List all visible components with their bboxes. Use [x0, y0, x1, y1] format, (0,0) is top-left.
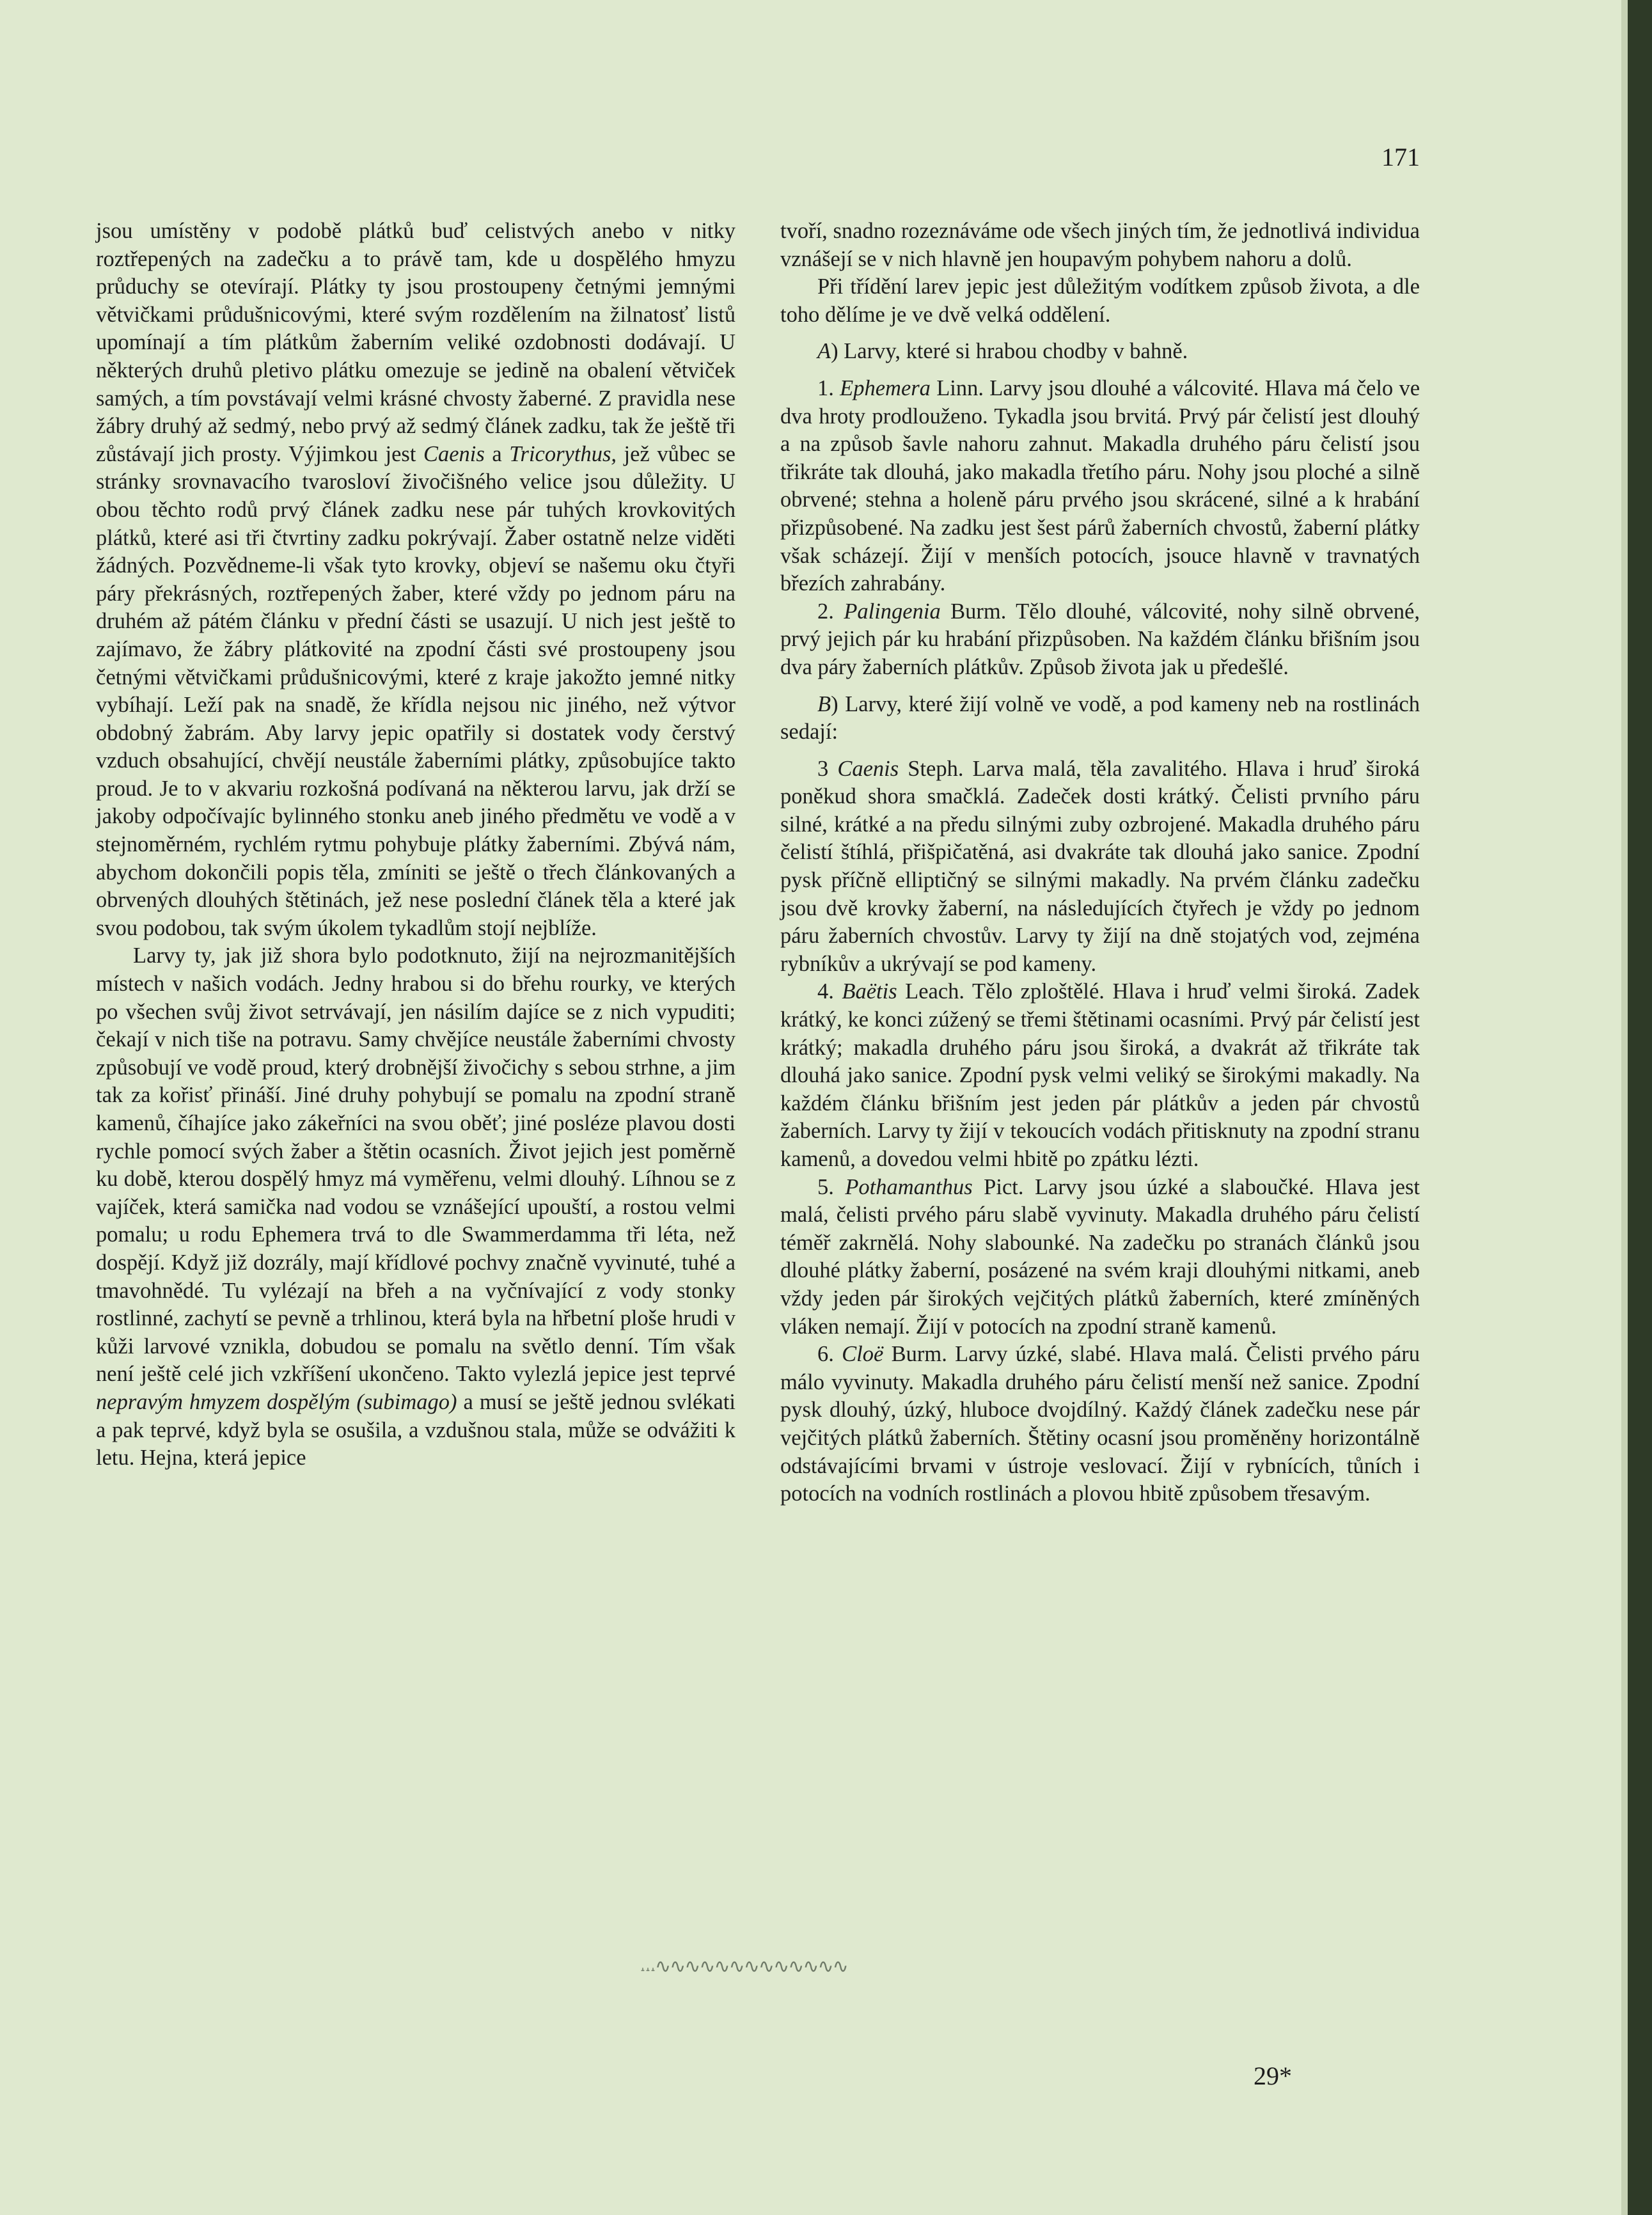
section-a-heading: A) Larvy, které si hrabou chodby v bahně. [817, 339, 1188, 364]
left-column [96, 217, 736, 1472]
genus-cloe: 6. Cloë Burm. Larvy úzké, slabé. Hlava malá. Čelisti prvého páru málo vyvinuty. Makadla druhého páru čelistí menší než sanice. Zpodní pysk dlouhý, úzký, hluboce dvojdílný. Každý článek zadečku nese pár vejčitých plátků žaberních. Štětiny ocasní jsou proměněny horizontálně odstávajícími brvami v ústroje veslovací. Žijí v rybnících, tůních i potocích na vodních rostlinách a plovou hbitě způsobem třesavým. [780, 1342, 1420, 1506]
right-column [780, 217, 1420, 1508]
page-edge-shadow [1621, 0, 1628, 2215]
signature-mark: 29* [1254, 2061, 1292, 2090]
genus-baetis: 4. Baëtis Leach. Tělo zploštělé. Hlava i hruď velmi široká. Zadek krátký, ke konci zúžený se třemi štětinami ocasními. Prvý pár čelistí jest krátký; makadla druhého páru jsou široká, a dvakrát až třikráte tak dlouhá jako sanice. Zpodní pysk velmi veliký se širokými makadly. Na každém článku břišním jest jeden pár plátkův a jeden pár chvostů žaberních. Larvy ty žijí v tekoucích vodách přitisknuty na zpodní stranu kamenů, a dovedou velmi hbitě po zpátku lézti. [780, 979, 1420, 1171]
decorative-rule: ˔˔˔∿∿∿∿∿∿∿∿∿∿∿∿∿ [640, 1956, 847, 1977]
genus-pothamanthus: 5. Pothamanthus Pict. Larvy jsou úzké a slaboučké. Hlava jest malá, čelisti prvého páru slabě vyvinuty. Makadla druhého páru čelistí téměř zakrnělá. Nohy slabounké. Na zadečku po stranách článků jsou dlouhé plátky žaberní, posázené na svém kraji dlouhými nitkami, aneb vždy jeden pár širokých vejčitých plátků žaberních, které zmíněných vláken nemají. Žijí v potocích na zpodní straně kamenů. [780, 1174, 1420, 1339]
paragraph-gills: jsou umístěny v podobě plátků buď celistvých anebo v nitky roztřepených na zadečku a to právě tam, kde u dospělého hmyzu průduchy se otevírají. Plátky ty jsou prostoupeny četnými jemnými větvičkami průdušnicovými, které svým rozdělením na žilnatosť listů upomínají a tím plátkům žaberním veliké ozdobnosti dodávají. U některých druhů pletivo plátku omezuje se jedině na obalení větviček samých, a tím povstávají velmi krásné chvosty žaberné. Z pravidla nese žábry druhý až sedmý, nebo prvý až sedmý článek zadku, tak že ještě tři zůstávají jich prosty. Výjimkou jest Caenis a Tricorythus, jež vůbec se stránky srovnavacího tvarosloví živočišného velice jsou důležity. U obou těchto rodů prvý článek zadku nese pár tuhých krovkovitých plátků, které asi tři čtvrtiny zadku pokrývají. Žaber ostatně nelze viděti žádných. Pozvědneme-li však tyto krovky, objeví se našemu oku čtyři páry překrásných, roztřepených žaber, které vždy po jednom páru na druhém až pátém článku v přední části se usazují. U nich jest ještě to zajímavo, že žábry plátkovité na zpodní části své prostoupeny jsou četnými větvičkami průdušnicovými, které z kraje jakožto jemné nitky vybíhají. Leží pak na snadě, že křídla nejsou nic jiného, než výtvor obdobný žabrám. Aby larvy jepic opatřily si dostatek vody čerstvý vzduch obsahující, chvějí neustále žaberními plátky, způsobujíce takto proud. Je to v akvariu rozkošná podívaná na některou larvu, jak drží se jakoby odpočívajíc bylinného stonku aneb jiného předmětu ve vodě a v stejnoměrném, rychlém rytmu pohybuje plátky žaberními. Zbývá nám, abychom dokončili popis těla, zmíniti se ještě o třech článkovaných a obrvených dlouhých štětinách, jež nese poslední článek těla a které jak svou podobou, tak svým úkolem tykadlům stojí nejblíže. [96, 219, 736, 940]
page-number: 171 [1381, 143, 1420, 171]
genus-caenis: 3 Caenis Steph. Larva malá, těla zavalitého. Hlava i hruď široká poněkud shora smačklá. Zadeček dosti krátký. Čelisti prvního páru silné, krátké a na předu silnými zuby ozbrojené. Makadla druhého páru čelistí štíhlá, přišpičatěná, asi dvakráte tak dlouhá jako sanice. Zpodní pysk příčně elliptičný se silnými makadly. Na prvém článku zadečku jsou dvě krovky žaberní, na následujících čtyřech je vždy po jednom páru žaberních chvostův. Larvy ty žijí na dně stojatých vod, zejména rybníkův a ukrývají se pod kameny. [780, 756, 1420, 976]
genus-ephemera: 1. Ephemera Linn. Larvy jsou dlouhé a válcovité. Hlava má čelo ve dva hroty prodlouženo. Tykadla jsou brvitá. Prvý pár čelistí jest dlouhý a na způsob šavle nahoru zahnut. Makadla druhého páru čelistí jsou třikráte tak dlouhá, jako makadla třetího páru. Nohy jsou ploché a silně obrvené; stehna a holeně páru prvého jsou skrácené, silné a k hrabání přizpůsobené. Na zadku jest šest párů žaberních chvostů, žaberní plátky však scházejí. Žijí v menších potocích, jsouce hlavně v travnatých březích zahrabány. [780, 375, 1420, 596]
section-b-heading: B) Larvy, které žijí volně ve vodě, a pod kameny neb na rostlinách sedají: [780, 691, 1420, 745]
paragraph-classification: Při třídění larev jepic jest důležitým vodítkem způsob života, a dle toho dělíme je ve dvě velká oddělení. [780, 274, 1420, 327]
paragraph-habitat: Larvy ty, jak již shora bylo podotknuto, žijí na nejrozmanitějších místech v našich vodách. Jedny hrabou si do břehu rourky, ve kterých po všechen svůj život setrvávají, jen násilím dajíce se z nich vypuditi; čekají v nich tiše na potravu. Samy chvějíce neustále žaberními chvosty způsobují ve vodě proud, který drobnější živočichy s sebou strhne, a jim tak za kořisť přináší. Jiné druhy pohybují se pomalu na zpodní straně kamenů, číhajíce jako zákeřníci na svou oběť; jiné posléze plavou dosti rychle pomocí svých žaber a štětin ocasních. Život jejich jest poměrně ku době, kterou dospělý hmyz má vyměřenu, velmi dlouhý. Líhnou se z vajíček, která samička nad vodou se vznášející upouští, a rostou velmi pomalu; u rodu Ephemera trvá to dle Swammerdamma tři léta, než dospějí. Když již dozrály, mají křídlové pochvy značně vyvinuté, tuhé a tmavohnědé. Tu vylézají na břeh a na vyčnívající z vody stonky rostlinné, zachytí se pevně a trhlinou, která byla na hřbetní ploše hrudi v kůži larvové vznikla, dobudou se pomalu na světlo denní. Tím však není ještě celé jich vzkříšení ukončeno. Takto vylezlá jepice jest teprvé nepravým hmyzem dospělým (subimago) a musí se ještě jednou svlékati a pak teprvé, když byla se osušila, a vzdušnou stala, může se odvážiti k letu. Hejna, která jepice [96, 943, 736, 1470]
paragraph-swarms: tvoří, snadno rozeznáváme ode všech jiných tím, že jednotlivá individua vznášejí se v nich hlavně jen houpavým pohybem nahoru a dolů. [780, 219, 1420, 271]
genus-palingenia: 2. Palingenia Burm. Tělo dlouhé, válcovité, nohy silně obrvené, prvý jejich pár ku hrabání přizpůsoben. Na každém článku břišním jsou dva páry žaberních plátkův. Způsob života jak u předešlé. [780, 599, 1420, 679]
scan-border [1628, 0, 1652, 2215]
